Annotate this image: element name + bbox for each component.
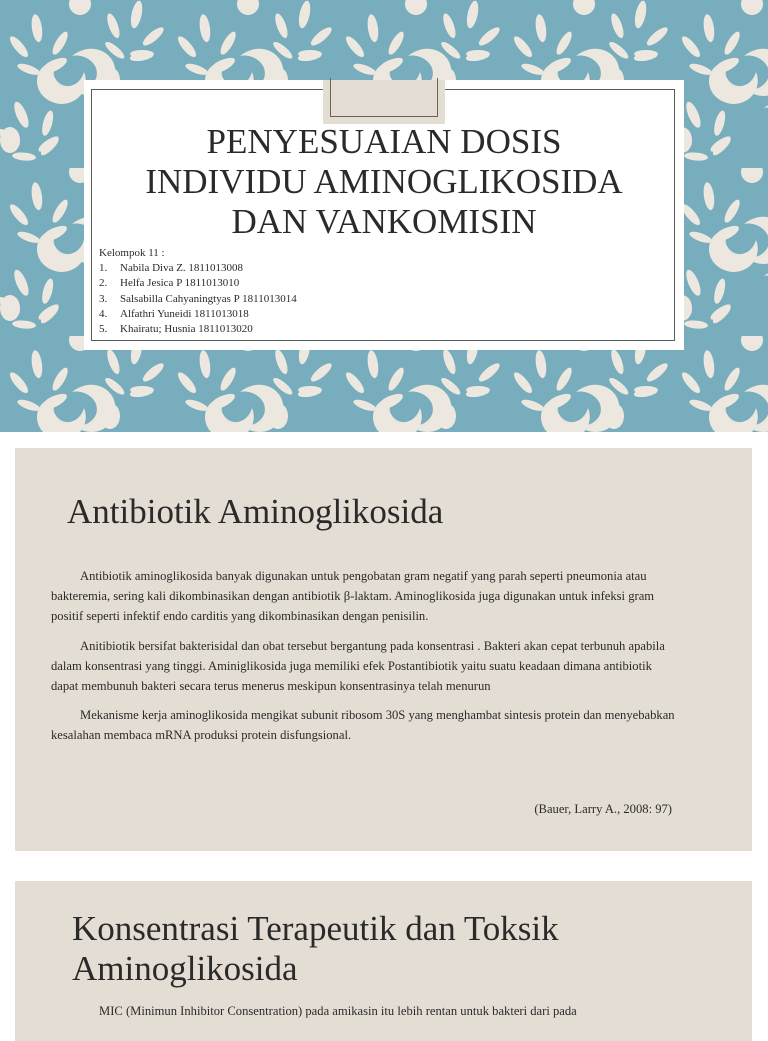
slide-konsentrasi-terapeutik: [15, 881, 752, 1041]
paragraph: Anitibiotik bersifat bakterisidal dan obat tersebut bergantung pada konsentrasi . Bakteri akan cepat terbunuh apabila dalam konsentrasi yang tinggi. Aminiglikosida juga memiliki efek Postantibiotik yaitu suatu keadaan dimana antibiotik dapat membunuh bakteri secara terus menerus meskipun konsentrasinya telah menurun: [51, 638, 665, 693]
slide-antibiotik-aminoglikosida: [15, 448, 752, 851]
citation: (Bauer, Larry A., 2008: 97): [534, 802, 672, 816]
member-item: 5. Khairatu; Husnia 1811013020: [99, 322, 297, 337]
paragraph: Mekanisme kerja aminoglikosida mengikat subunit ribosom 30S yang menghambat sintesis protein dan menyebabkan kesalahan membaca mRNA produksi protein disfungsional.: [51, 708, 675, 742]
title-line: PENYESUAIAN DOSIS: [206, 122, 562, 161]
paragraph: Antibiotik aminoglikosida banyak digunakan untuk pengobatan gram negatif yang parah seperti pneumonia atau bakteremia, sering kali dikombinasikan dengan antibiotik β-laktam. Aminoglikosida juga digunakan untuk infeksi gram positif seperti infektif endo carditis yang dikombinasikan dengan penisilin.: [51, 569, 655, 623]
group-label: Kelompok 11 :: [99, 247, 165, 259]
member-list: [99, 261, 297, 337]
presentation-title: [84, 122, 684, 242]
member-name: Helfa Jesica P 1811013010: [120, 277, 240, 290]
member-item: 4. Alfathri Yuneidi 1811013018: [99, 307, 297, 322]
title-line: INDIVIDU AMINOGLIKOSIDA: [145, 162, 623, 201]
member-item: 3. Salsabilla Cahyaningtyas P 1811013014: [99, 292, 297, 307]
paragraph: MIC (Minimun Inhibitor Consentration) pada amikasin itu lebih rentan untuk bakteri dari pada: [99, 1004, 577, 1018]
slide-body: [70, 1001, 710, 1031]
title-card: [84, 80, 684, 350]
member-name: Nabila Diva Z. 1811013008: [120, 262, 244, 275]
group-members: [99, 246, 297, 337]
member-name: Khairatu; Husnia 1811013020: [120, 323, 253, 336]
title-decorative-tab: [323, 80, 445, 124]
member-name: Alfathri Yuneidi 1811013018: [120, 307, 249, 320]
member-item: 1. Nabila Diva Z. 1811013008: [99, 261, 297, 276]
slide-heading: Konsentrasi Terapeutik dan Toksik Aminoglikosida: [72, 909, 559, 988]
slide-body: [51, 566, 681, 755]
title-slide: [0, 0, 768, 432]
member-name: Salsabilla Cahyaningtyas P 1811013014: [120, 292, 297, 305]
slide-heading: Antibiotik Aminoglikosida: [67, 492, 444, 531]
title-line: DAN VANKOMISIN: [231, 202, 537, 241]
member-item: 2. Helfa Jesica P 1811013010: [99, 276, 297, 291]
